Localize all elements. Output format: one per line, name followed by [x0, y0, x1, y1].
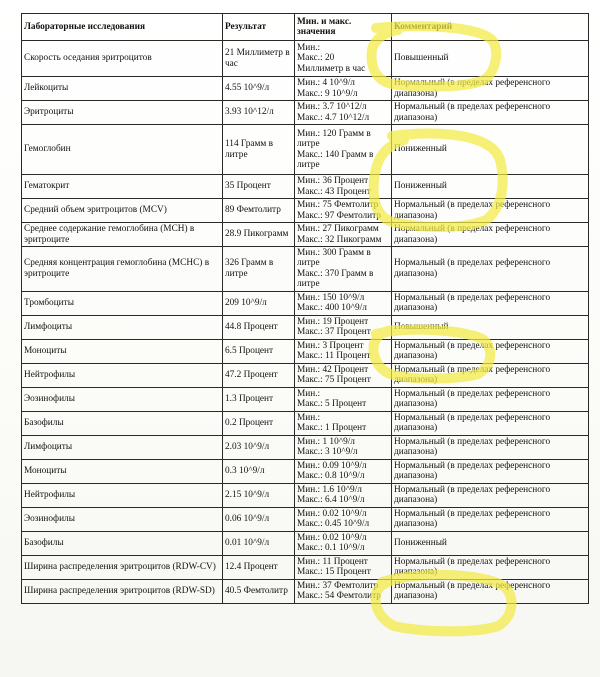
range-line: Макс.: 6.4 10^9/л [297, 495, 365, 506]
cell-result: 47.2 Процент [223, 363, 295, 387]
cell-test-name: Ширина распределения эритроцитов (RDW-SD) [22, 579, 223, 603]
range-line: Макс.: 0.1 10^9/л [297, 543, 365, 554]
cell-result: 209 10^9/л [223, 291, 295, 315]
cell-result: 35 Процент [223, 175, 295, 199]
cell-range [295, 435, 392, 459]
range-line: Макс.: 1 Процент [297, 423, 367, 434]
header-comment: Комментарий [392, 14, 589, 41]
cell-range [295, 579, 392, 603]
cell-range [295, 77, 392, 101]
cell-test-name: Лимфоциты [22, 435, 223, 459]
cell-test-name: Скорость оседания эритроцитов [22, 41, 223, 77]
cell-range [295, 125, 392, 175]
range-line: Макс.: 370 Грамм в литре [297, 268, 374, 290]
table-row [22, 247, 589, 292]
range-line: Макс.: 4.7 10^12/л [297, 112, 370, 123]
table-row [22, 223, 589, 247]
range-line: Мин.: 11 Процент [297, 556, 368, 567]
table-row [22, 339, 589, 363]
table-row [22, 199, 589, 223]
range-line: Мин.: 120 Грамм в литре [297, 128, 371, 150]
cell-comment: Нормальный (в пределах референсного диапазона) [392, 555, 589, 579]
cell-comment: Нормальный (в пределах референсного диапазона) [392, 411, 589, 435]
range-line: Мин.: 42 Процент [297, 364, 369, 375]
range-line: Мин.: 27 Пикограмм [297, 224, 379, 235]
cell-result: 0.2 Процент [223, 411, 295, 435]
range-line: Мин.: 4 10^9/л [297, 78, 355, 89]
range-line: Мин.: 0.02 10^9/л [297, 508, 367, 519]
cell-test-name: Базофилы [22, 531, 223, 555]
cell-result: 2.03 10^9/л [223, 435, 295, 459]
range-line: Макс.: 0.8 10^9/л [297, 471, 365, 482]
cell-test-name: Гемоглобин [22, 125, 223, 175]
range-line: Макс.: 54 Фемтолитр [297, 591, 381, 602]
table-row [22, 459, 589, 483]
cell-range [295, 531, 392, 555]
cell-comment: Нормальный (в пределах референсного диапазона) [392, 363, 589, 387]
table-row [22, 435, 589, 459]
cell-test-name: Базофилы [22, 411, 223, 435]
range-line: Макс.: 37 Процент [297, 327, 371, 338]
cell-test-name: Лейкоциты [22, 77, 223, 101]
range-line: Макс.: 140 Грамм в литре [297, 149, 374, 170]
cell-range [295, 339, 392, 363]
table-row [22, 101, 589, 125]
table-row [22, 125, 589, 175]
range-line: Макс.: 9 10^9/л [297, 88, 358, 99]
cell-result: 44.8 Процент [223, 315, 295, 339]
range-line: Мин.: 75 Фемтолитр [297, 200, 379, 211]
cell-result: 6.5 Процент [223, 339, 295, 363]
cell-range [295, 291, 392, 315]
range-line: Макс.: 15 Процент [297, 567, 371, 578]
table-row [22, 41, 589, 77]
cell-result: 0.01 10^9/л [223, 531, 295, 555]
lab-results-table [21, 13, 589, 604]
range-line: Макс.: 0.45 10^9/л [297, 519, 370, 530]
range-line: Мин.: 0.02 10^9/л [297, 532, 367, 543]
range-line: Мин.: 36 Процент [297, 176, 369, 187]
cell-test-name: Нейтрофилы [22, 363, 223, 387]
table-row [22, 483, 589, 507]
cell-test-name: Лимфоциты [22, 315, 223, 339]
cell-test-name: Ширина распределения эритроцитов (RDW-CV) [22, 555, 223, 579]
cell-test-name: Нейтрофилы [22, 483, 223, 507]
range-line: Мин.: 1.6 10^9/л [297, 484, 362, 495]
range-line: Макс.: 11 Процент [297, 351, 371, 362]
cell-comment: Нормальный (в пределах референсного диапазона) [392, 387, 589, 411]
cell-test-name: Тромбоциты [22, 291, 223, 315]
cell-range [295, 507, 392, 531]
cell-result: 326 Грамм в литре [223, 247, 295, 292]
cell-range [295, 555, 392, 579]
cell-range [295, 101, 392, 125]
range-line: Мин.: 150 10^9/л [297, 292, 365, 303]
table-row [22, 77, 589, 101]
range-line: Мин.: 300 Грамм в литре [297, 248, 371, 269]
cell-test-name: Эритроциты [22, 101, 223, 125]
range-line: Макс.: 20 [297, 53, 335, 64]
cell-result: 21 Миллиметр в час [223, 41, 295, 77]
header-test: Лабораторные исследования [22, 14, 223, 41]
header-result: Результат [223, 14, 295, 41]
range-line: Макс.: 3 10^9/л [297, 447, 358, 458]
table-row [22, 387, 589, 411]
cell-test-name: Эозинофилы [22, 387, 223, 411]
cell-comment: Нормальный (в пределах референсного диапазона) [392, 483, 589, 507]
cell-range [295, 483, 392, 507]
cell-test-name: Среднее содержание гемоглобина (MCH) в эритроците [22, 223, 223, 247]
cell-comment: Нормальный (в пределах референсного диапазона) [392, 435, 589, 459]
cell-comment: Нормальный (в пределах референсного диапазона) [392, 339, 589, 363]
range-line: Мин.: [297, 388, 321, 399]
table-row [22, 411, 589, 435]
cell-result: 3.93 10^12/л [223, 101, 295, 125]
cell-range [295, 411, 392, 435]
cell-test-name: Средний объем эритроцитов (MCV) [22, 199, 223, 223]
cell-test-name: Моноциты [22, 339, 223, 363]
cell-test-name: Моноциты [22, 459, 223, 483]
range-line: Миллиметр в час [297, 63, 366, 74]
cell-range [295, 459, 392, 483]
header-range: Мин. и макс. значения [295, 14, 392, 41]
cell-comment: Пониженный [392, 531, 589, 555]
range-line: Мин.: 1 10^9/л [297, 436, 355, 447]
range-line: Мин.: 3 Процент [297, 340, 364, 351]
cell-test-name: Гематокрит [22, 175, 223, 199]
range-line: Макс.: 43 Процент [297, 186, 371, 197]
table-header-row [22, 14, 589, 41]
cell-comment: Повышенный [392, 315, 589, 339]
cell-result: 28.9 Пикограмм [223, 223, 295, 247]
cell-result: 1.3 Процент [223, 387, 295, 411]
table-row [22, 175, 589, 199]
cell-result: 0.3 10^9/л [223, 459, 295, 483]
table-row [22, 579, 589, 603]
cell-comment: Нормальный (в пределах референсного диапазона) [392, 247, 589, 292]
cell-comment: Нормальный (в пределах референсного диапазона) [392, 291, 589, 315]
cell-range [295, 363, 392, 387]
cell-result: 114 Грамм в литре [223, 125, 295, 175]
cell-range [295, 175, 392, 199]
cell-comment: Пониженный [392, 125, 589, 175]
range-line: Мин.: 19 Процент [297, 316, 369, 327]
cell-range [295, 199, 392, 223]
cell-range [295, 41, 392, 77]
cell-range [295, 247, 392, 292]
table-row [22, 531, 589, 555]
cell-range [295, 223, 392, 247]
cell-range [295, 315, 392, 339]
cell-result: 12.4 Процент [223, 555, 295, 579]
range-line: Мин.: 37 Фемтолитр [297, 580, 379, 591]
cell-comment: Нормальный (в пределах референсного диапазона) [392, 101, 589, 125]
cell-comment: Нормальный (в пределах референсного диапазона) [392, 223, 589, 247]
cell-result: 2.15 10^9/л [223, 483, 295, 507]
table-row [22, 555, 589, 579]
cell-comment: Нормальный (в пределах референсного диапазона) [392, 507, 589, 531]
cell-result: 0.06 10^9/л [223, 507, 295, 531]
table-row [22, 291, 589, 315]
range-line: Макс.: 5 Процент [297, 399, 367, 410]
range-line: Мин.: 0.09 10^9/л [297, 460, 367, 471]
cell-test-name: Средняя концентрация гемоглобина (MCHC) в эритроците [22, 247, 223, 292]
table-row [22, 507, 589, 531]
cell-comment: Нормальный (в пределах референсного диапазона) [392, 459, 589, 483]
table-row [22, 315, 589, 339]
range-line: Мин.: 3.7 10^12/л [297, 102, 367, 113]
cell-result: 4.55 10^9/л [223, 77, 295, 101]
range-line: Макс.: 32 Пикограмм [297, 234, 382, 245]
cell-comment: Нормальный (в пределах референсного диапазона) [392, 77, 589, 101]
cell-result: 40.5 Фемтолитр [223, 579, 295, 603]
cell-comment: Нормальный (в пределах референсного диапазона) [392, 579, 589, 603]
table-row [22, 363, 589, 387]
range-line: Мин.: [297, 42, 321, 53]
cell-comment: Нормальный (в пределах референсного диапазона) [392, 199, 589, 223]
cell-range [295, 387, 392, 411]
range-line: Макс.: 97 Фемтолитр [297, 210, 381, 221]
range-line: Макс.: 400 10^9/л [297, 303, 367, 314]
cell-test-name: Эозинофилы [22, 507, 223, 531]
cell-result: 89 Фемтолитр [223, 199, 295, 223]
range-line: Макс.: 75 Процент [297, 375, 371, 386]
cell-comment: Пониженный [392, 175, 589, 199]
table-body [22, 41, 589, 604]
cell-comment: Повышенный [392, 41, 589, 77]
range-line: Мин.: [297, 412, 321, 423]
